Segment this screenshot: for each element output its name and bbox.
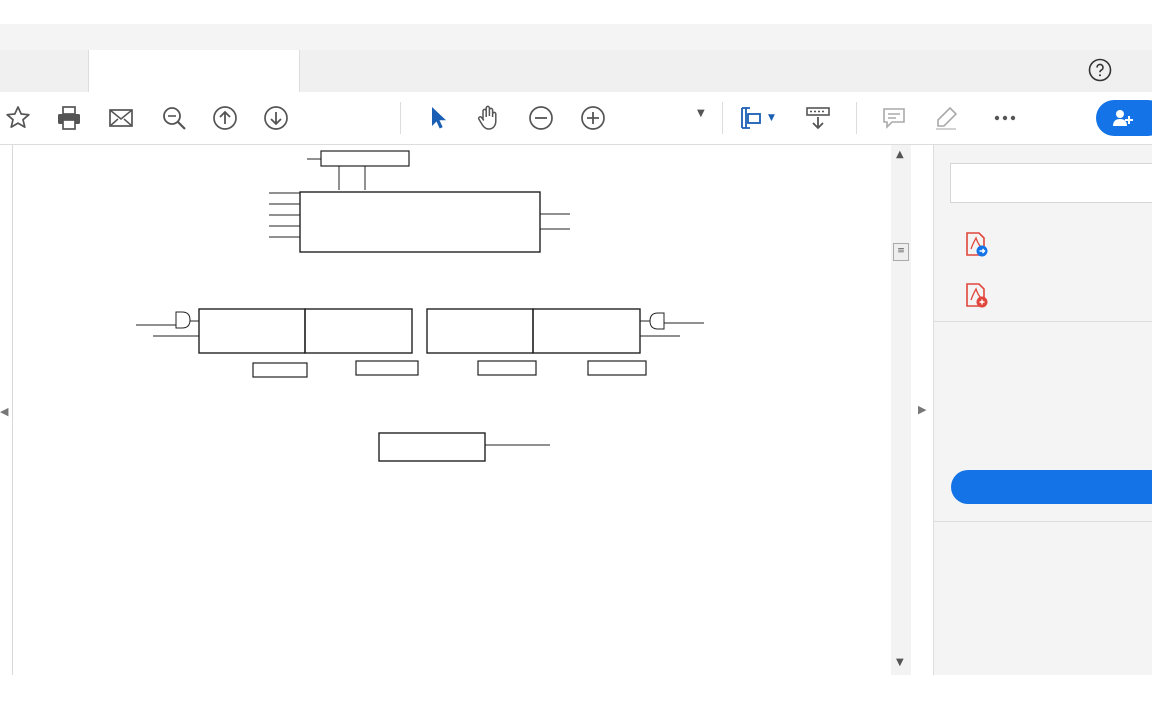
share-button[interactable] [1096,100,1152,136]
vertical-scrollbar[interactable] [891,145,911,675]
tab-tools[interactable] [0,50,88,92]
mail-icon[interactable] [107,104,135,132]
scroll-up-icon[interactable]: ▲ [896,149,904,160]
tab-bar [0,50,1152,93]
zoom-in-icon[interactable] [579,104,607,132]
export-pdf-item[interactable] [962,230,1152,260]
scroll-down-icon[interactable]: ▼ [896,657,904,668]
more-options-icon[interactable] [991,104,1019,132]
help-icon[interactable] [1088,58,1112,82]
pdf-page [12,145,892,675]
highlight-pen-icon[interactable] [932,104,960,132]
tools-search-input[interactable] [950,163,1152,203]
page-number-input[interactable] [312,104,350,132]
create-pdf-icon [962,281,990,309]
fit-page-icon[interactable] [738,104,766,132]
export-pdf-icon [962,230,990,258]
comment-icon[interactable] [880,104,908,132]
zoom-dropdown-icon[interactable]: ▼ [697,108,705,119]
print-icon[interactable] [55,104,83,132]
fit-dropdown-icon[interactable]: ▼ [768,113,775,123]
add-user-icon [1112,108,1134,128]
document-viewer[interactable] [0,145,932,675]
collapse-left-icon[interactable]: ◀ [0,405,9,418]
select-cursor-icon[interactable] [424,104,452,132]
toolbar-divider [856,102,857,134]
tab-document[interactable] [88,50,300,92]
toolbar-divider [400,102,401,134]
previous-page-icon[interactable] [211,104,239,132]
star-icon[interactable] [4,104,32,132]
next-page-icon[interactable] [262,104,290,132]
scroll-thumb[interactable]: ≡ [893,243,909,261]
scrolling-mode-icon[interactable] [804,104,832,132]
learn-more-button[interactable] [951,470,1152,504]
menu-bar [0,24,1152,50]
expand-right-icon[interactable]: ▶ [918,403,927,416]
create-pdf-item[interactable] [962,281,1152,311]
toolbar [0,92,1152,145]
right-tools-panel [933,145,1152,675]
zoom-search-icon[interactable] [160,104,188,132]
panel-divider [934,321,1152,322]
toolbar-divider [722,102,723,134]
hand-tool-icon[interactable] [475,104,503,132]
datapath-diagram [13,145,891,505]
panel-divider [934,521,1152,522]
zoom-out-icon[interactable] [527,104,555,132]
bottom-strip [0,675,1152,720]
